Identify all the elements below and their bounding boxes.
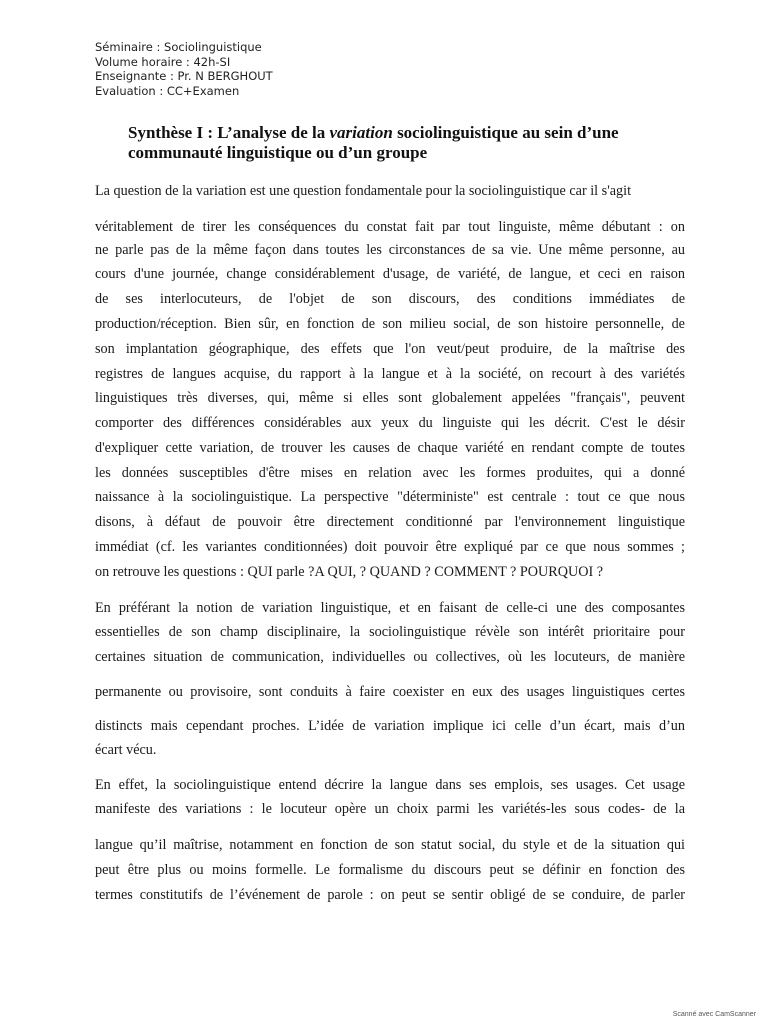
title-part-1: Synthèse I : L’analyse de la xyxy=(128,123,330,142)
course-header xyxy=(95,40,273,98)
body-line: écart vécu. xyxy=(95,742,157,758)
title-italic-word: variation xyxy=(329,123,393,142)
header-evaluation: Evaluation : CC+Examen xyxy=(95,83,240,98)
body-line: comporter des différences considérables aux yeux du linguiste qui les décrit. C'est le désir xyxy=(95,415,685,431)
body-line: ne parle pas de la même façon dans toutes les circonstances de sa vie. Une même personne, au xyxy=(95,242,685,258)
body-line: véritablement de tirer les conséquences du constat fait par tout linguiste, même débutant : on xyxy=(95,219,685,235)
body-line: certaines situation de communication, individuelles ou collectives, où les locuteurs, de manière xyxy=(95,649,685,665)
title-part-2: sociolinguistique au sein d’une xyxy=(392,123,619,142)
title-line-1 xyxy=(128,123,688,143)
body-line: termes constitutifs de l’événement de parole : on peut se sentir obligé de se conduire, de parler xyxy=(95,887,685,903)
body-line: linguistiques très diverses, qui, même si elles sont globalement appelées "français", peuvent xyxy=(95,390,685,406)
title-line-2: communauté linguistique ou d’un groupe xyxy=(128,143,428,162)
document-title xyxy=(128,123,688,163)
body-line: En effet, la sociolinguistique entend décrire la langue dans ses emplois, ses usages. Cet usage xyxy=(95,777,685,793)
body-line: immédiat (cf. les variantes conditionnées) doit pouvoir être expliqué par ce que nous sommes ; xyxy=(95,539,685,555)
body-line: registres de langues acquise, du rapport à la langue et à la société, on recourt à des variétés xyxy=(95,366,685,382)
body-line: de ses interlocuteurs, de l'objet de son discours, des conditions immédiates de xyxy=(95,291,685,307)
body-line: on retrouve les questions : QUI parle ?A QUI, ? QUAND ? COMMENT ? POURQUOI ? xyxy=(95,564,604,580)
body-line: les données susceptibles d'être mises en relation avec les formes produites, qui a donné xyxy=(95,465,685,481)
body-line: production/réception. Bien sûr, en fonction de son milieu social, de son histoire personnelle, de xyxy=(95,316,685,332)
body-line: distincts mais cependant proches. L’idée de variation implique ici celle d’un écart, mais d’un xyxy=(95,718,685,734)
body-line: essentielles de son champ disciplinaire, la sociolinguistique révèle son intérêt prioritaire pour xyxy=(95,624,685,640)
body-line: manifeste des variations : le locuteur opère un choix parmi les variétés-les sous codes- de la xyxy=(95,801,685,817)
body-line: En préférant la notion de variation linguistique, et en faisant de celle-ci une des composantes xyxy=(95,600,685,616)
header-seminaire: Séminaire : Sociolinguistique xyxy=(95,40,262,54)
body-line: langue qu’il maîtrise, notamment en fonction de son statut social, du style et de la situation qui xyxy=(95,837,685,853)
body-line: cours d'une journée, change considérablement d'usage, de variété, de langue, et ceci en raison xyxy=(95,266,685,282)
header-volume: Volume horaire : 42h-SI xyxy=(95,54,231,69)
body-line: La question de la variation est une question fondamentale pour la sociolinguistique car il s'agit xyxy=(95,183,632,199)
body-line: permanente ou provisoire, sont conduits à faire coexister en eux des usages linguistiques certes xyxy=(95,684,685,700)
scanner-footer: Scanné avec CamScanner xyxy=(672,1011,756,1018)
body-line: naissance à la sociolinguistique. La perspective "déterministe" est centrale : tout ce que nous xyxy=(95,489,685,505)
body-line: d'expliquer cette variation, de trouver les causes de chaque variété en rendant compte de toutes xyxy=(95,440,685,456)
body-line: son implantation géographique, des effets que l'on veut/peut produire, de la maîtrise des xyxy=(95,341,685,357)
body-line: peut être plus ou moins formelle. Le formalisme du discours peut se définir en fonction des xyxy=(95,862,685,878)
header-enseignante: Enseignante : Pr. N BERGHOUT xyxy=(95,69,273,83)
body-line: disons, à défaut de pouvoir être directement conditionné par l'environnement linguistique xyxy=(95,514,685,530)
